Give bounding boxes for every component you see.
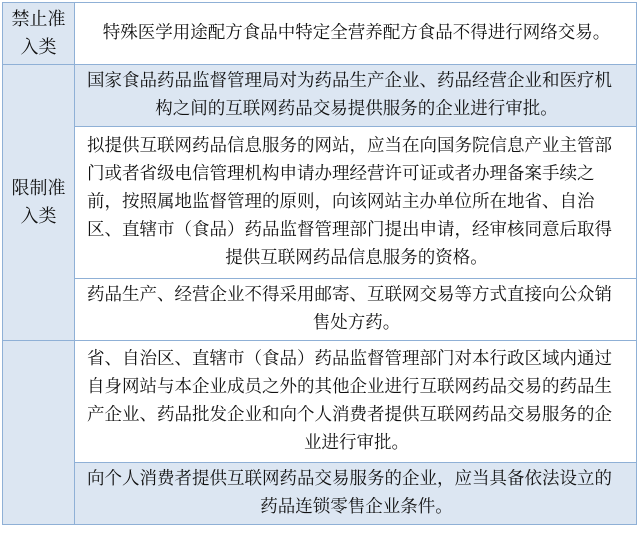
rule-cell: [75, 341, 637, 463]
rule-cell: [75, 127, 637, 279]
rule-text: 向个人消费者提供互联网药品交易服务的企业，应当具备依法设立的药品连锁零售企业条件。: [87, 469, 612, 517]
rule-text: 省、自治区、直辖市（食品）药品监督管理部门对本行政区域内通过自身网站与本企业成员之外的其他企业进行互联网药品交易的药品生产企业、药品批发企业和向个人消费者提供互联网药品交易服务的企业进行审批。: [87, 349, 612, 453]
category-label: 禁止准入类: [11, 8, 66, 58]
rule-text: 拟提供互联网药品信息服务的网站，应当在向国务院信息产业主管部门或者省级电信管理机构申请办理经营许可证或者办理备案手续之前，按照属地监督管理的原则，向该网站主办单位所在地省、自治区、直辖市（食品）药品监督管理部门提出申请，经审核同意后取得提供互联网药品信息服务的资格。: [87, 136, 612, 268]
market-access-table: [2, 2, 637, 525]
category-cell-prohibited: [3, 3, 75, 65]
category-cell-restricted: [3, 65, 75, 341]
table-row: [3, 463, 637, 525]
table-row: [3, 65, 637, 127]
table-row: [3, 3, 637, 65]
rule-text: 特殊医学用途配方食品中特定全营养配方食品不得进行网络交易。: [102, 23, 611, 43]
table-row: [3, 341, 637, 463]
category-label: 限制准入类: [11, 177, 66, 227]
rule-text-highlight: 药品生产、经营企业不得采用邮寄、互联网交易等方式直接向公众销售处方药。: [87, 285, 612, 333]
rule-text: 国家食品药品监督管理局对为药品生产企业、药品经营企业和医疗机构之间的互联网药品交易提供服务的企业进行审批。: [87, 71, 612, 119]
category-cell-empty: [3, 341, 75, 525]
rule-cell-highlight: [75, 279, 637, 341]
table-row: [3, 279, 637, 341]
rule-cell: [75, 463, 637, 525]
rule-cell: [75, 3, 637, 65]
rule-cell: [75, 65, 637, 127]
table-row: [3, 127, 637, 279]
